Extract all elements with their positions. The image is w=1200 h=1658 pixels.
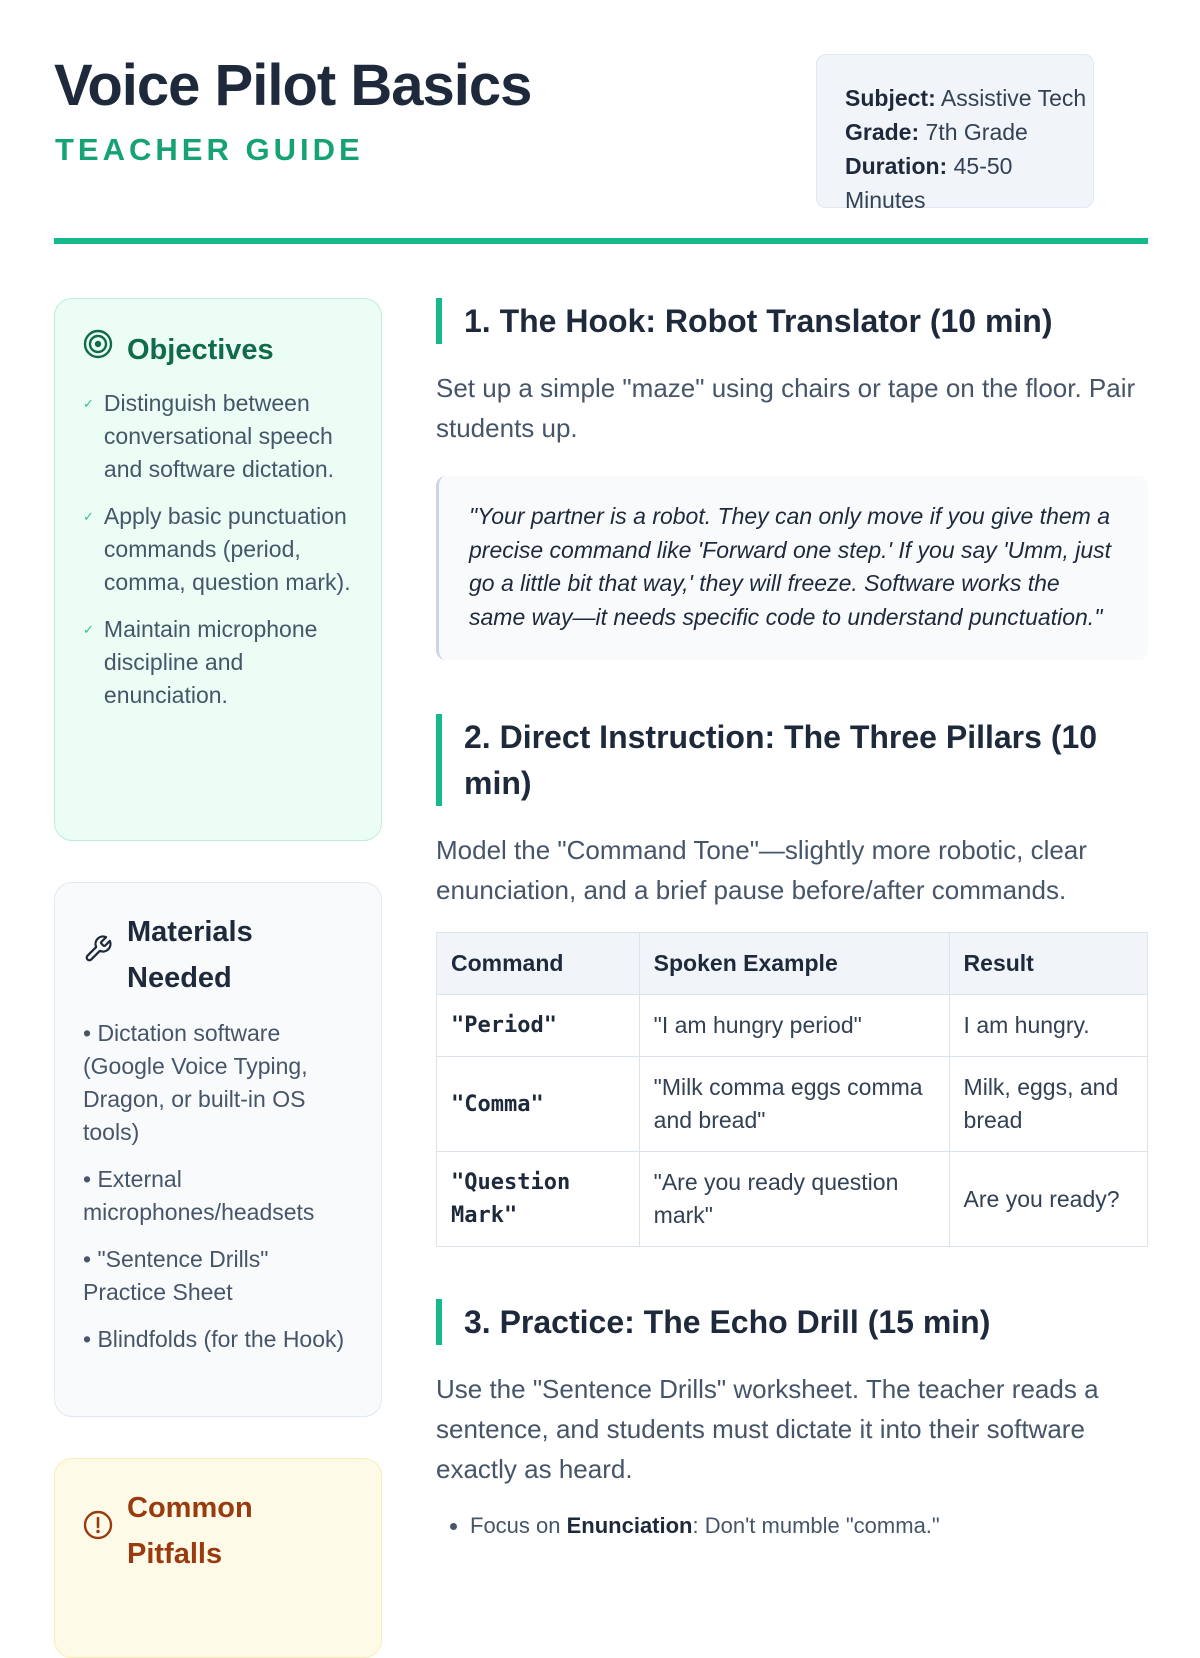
objectives-card — [54, 298, 382, 841]
materials-heading — [83, 909, 357, 1001]
header-divider — [54, 238, 1148, 244]
section-3-heading: 3. Practice: The Echo Drill (15 min) — [436, 1299, 1148, 1345]
teacher-script-quote: "Your partner is a robot. They can only move if you give them a precise command like 'Forward one step.' If you say 'Umm, just go a little bit that way,' they will freeze. Software works the same way—it needs specific code to understand punctuation." — [436, 476, 1148, 660]
list-item: • Focus on Enunciation: Don't mumble "comma." — [470, 1509, 1148, 1542]
materials-title: Materials Needed — [127, 916, 253, 994]
column-header: Spoken Example — [639, 933, 949, 995]
check-icon: ✓ — [83, 396, 94, 411]
list-item: ✓ Maintain microphone discipline and enunciation. — [83, 613, 357, 712]
commands-table — [436, 932, 1148, 1247]
table-row — [437, 1057, 1148, 1152]
info-grade: Grade: 7th Grade — [845, 119, 1028, 145]
list-item: • Dictation software (Google Voice Typing, Dragon, or built-in OS tools) — [83, 1020, 308, 1145]
command-cell: "Question Mark" — [437, 1152, 640, 1247]
list-item: • "Sentence Drills" Practice Sheet — [83, 1246, 269, 1305]
objectives-title: Objectives — [127, 334, 274, 366]
info-subject: Subject: Assistive Tech — [845, 85, 1087, 111]
section-1-heading: 1. The Hook: Robot Translator (10 min) — [436, 298, 1148, 344]
target-icon — [83, 327, 113, 373]
pitfalls-title: Common Pitfalls — [127, 1492, 253, 1570]
materials-list — [83, 1017, 357, 1356]
list-item: ✓ Distinguish between conversational speech and software dictation. — [83, 387, 357, 486]
alert-circle-icon — [83, 1508, 113, 1554]
table-row — [437, 1152, 1148, 1247]
result-cell: Are you ready? — [949, 1152, 1147, 1247]
lesson-info-box — [816, 54, 1094, 213]
check-icon: ✓ — [83, 622, 94, 637]
section-2-text: Model the "Command Tone"—slightly more robotic, clear enunciation, and a brief pause before/after commands. — [436, 835, 1087, 905]
wrench-icon — [83, 932, 113, 978]
column-header: Command — [437, 933, 640, 995]
section-2-heading: 2. Direct Instruction: The Three Pillars (10 min) — [436, 714, 1148, 806]
list-item: • Blindfolds (for the Hook) — [83, 1326, 345, 1352]
info-duration: Duration: 45-50 Minutes — [845, 153, 1013, 213]
pitfalls-heading — [83, 1485, 357, 1577]
page-title: Voice Pilot Basics — [54, 53, 532, 118]
result-cell: Milk, eggs, and bread — [949, 1057, 1147, 1152]
pitfalls-card — [54, 1458, 382, 1658]
example-cell: "Milk comma eggs comma and bread" — [639, 1057, 949, 1152]
list-item: • External microphones/headsets — [83, 1166, 315, 1225]
example-cell: "Are you ready question mark" — [639, 1152, 949, 1247]
check-icon: ✓ — [83, 509, 94, 524]
section-1-text: Set up a simple "maze" using chairs or tape on the floor. Pair students up. — [436, 373, 1136, 443]
main-content — [436, 298, 1148, 1542]
section-3-bullets — [436, 1509, 1148, 1542]
list-item: ✓ Apply basic punctuation commands (period, comma, question mark). — [83, 500, 357, 599]
objectives-list — [83, 387, 357, 712]
materials-card — [54, 882, 382, 1417]
table-header-row — [437, 933, 1148, 995]
result-cell: I am hungry. — [949, 995, 1147, 1057]
command-cell: "Comma" — [437, 1057, 640, 1152]
table-row — [437, 995, 1148, 1057]
example-cell: "I am hungry period" — [639, 995, 949, 1057]
column-header: Result — [949, 933, 1147, 995]
page-subtitle: TEACHER GUIDE — [55, 132, 364, 167]
section-3-text: Use the "Sentence Drills" worksheet. The teacher reads a sentence, and students must dictate it into their software exactly as heard. — [436, 1374, 1099, 1484]
command-cell: "Period" — [437, 995, 640, 1057]
objectives-heading — [83, 327, 357, 373]
